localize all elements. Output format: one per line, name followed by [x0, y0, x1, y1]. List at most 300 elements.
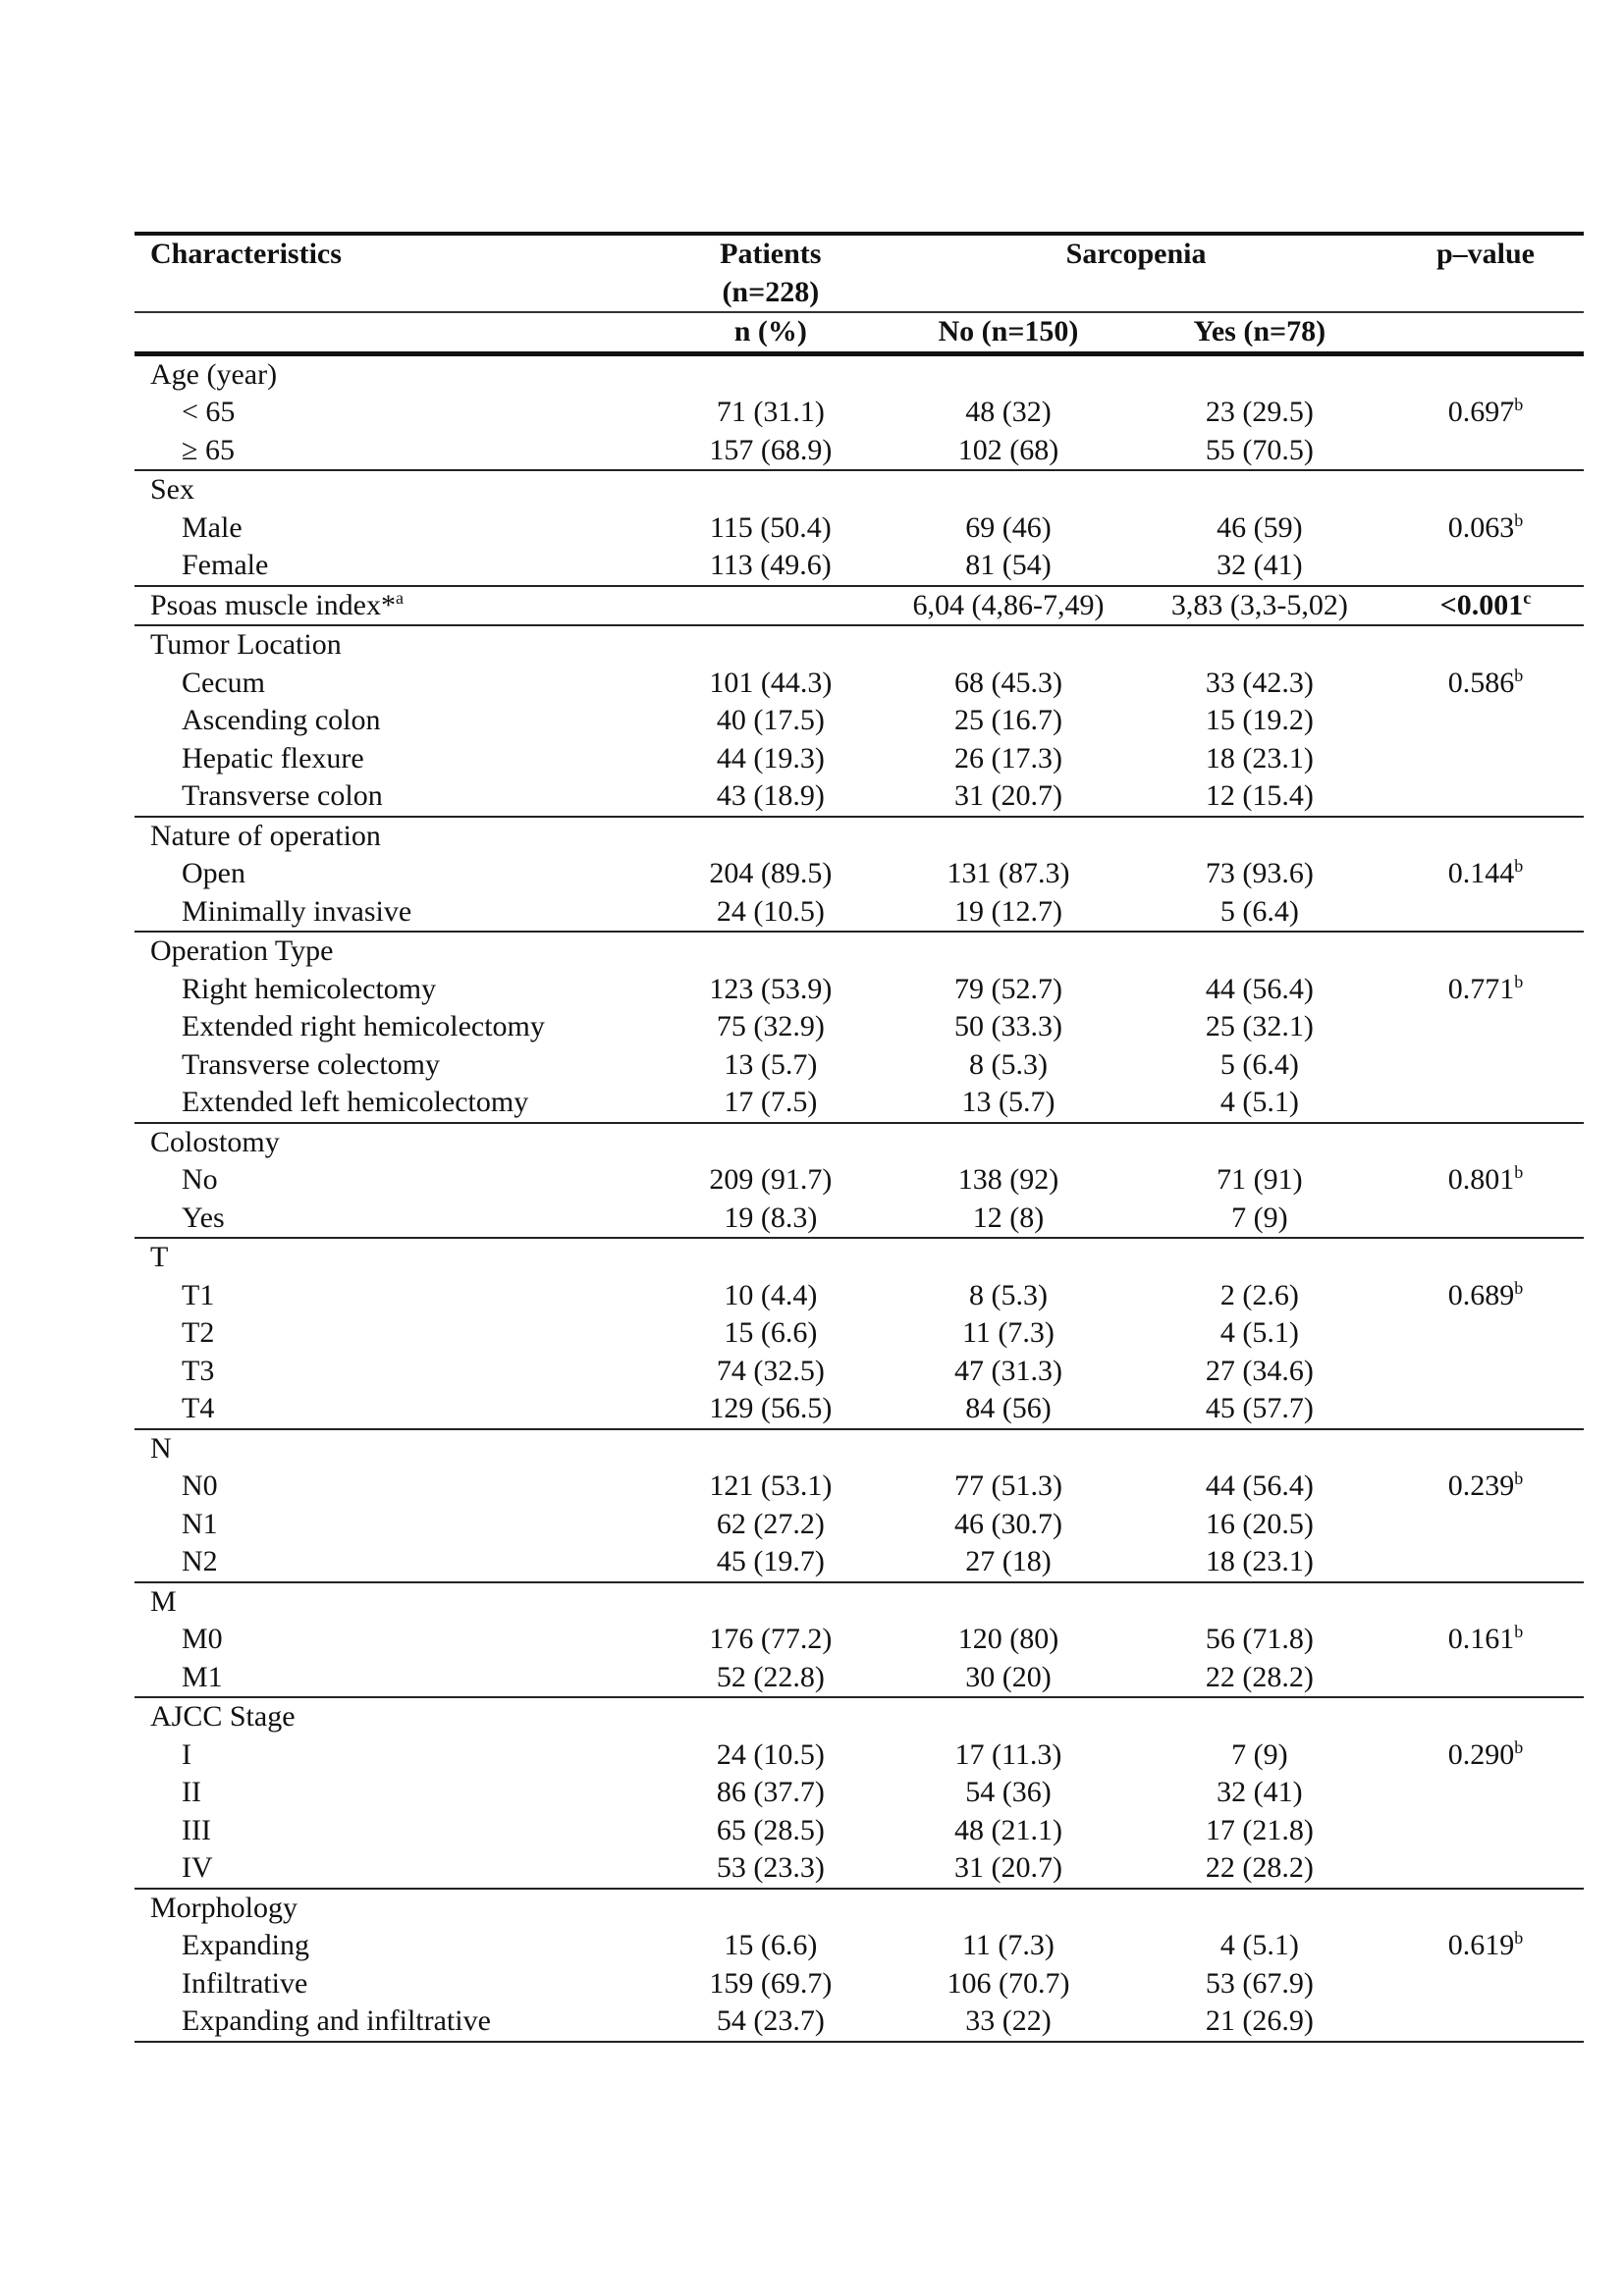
no-sarcopenia-cell: 68 (45.3) [953, 666, 1062, 699]
section-row [135, 1123, 1584, 1162]
table-row [135, 1927, 1584, 1965]
row-label: Yes [182, 1201, 225, 1234]
patients-cell: 129 (56.5) [709, 1392, 833, 1424]
p-value: 0.771 [1447, 972, 1515, 1005]
section-label-text: N [150, 1431, 172, 1465]
empty-cell [1132, 1889, 1387, 1928]
header-patients [656, 234, 885, 312]
row-label: T3 [182, 1354, 215, 1387]
yes-sarcopenia-cell: 22 (28.2) [1205, 1851, 1314, 1884]
patients-cell: 123 (53.9) [709, 972, 833, 1005]
patients-cell: 121 (53.1) [709, 1469, 833, 1502]
p-value: 0.063 [1447, 510, 1515, 544]
patients-cell: 19 (8.3) [724, 1201, 818, 1234]
empty-cell [1387, 1582, 1584, 1622]
yes-sarcopenia-cell: 5 (6.4) [1219, 1047, 1299, 1081]
yes-sarcopenia-cell: 44 (56.4) [1205, 1469, 1314, 1502]
table-row [135, 740, 1584, 778]
patients-cell: 45 (19.7) [716, 1545, 825, 1577]
yes-sarcopenia-cell: 33 (42.3) [1205, 666, 1314, 699]
empty-cell [885, 817, 1132, 856]
empty-cell [1387, 470, 1584, 509]
no-sarcopenia-cell: 25 (16.7) [953, 704, 1062, 736]
row-label: Infiltrative [182, 1966, 308, 2000]
yes-sarcopenia-cell: 4 (5.1) [1219, 1929, 1299, 1961]
patients-cell: 43 (18.9) [716, 779, 825, 812]
empty-cell [656, 1889, 885, 1928]
section-label-text: Nature of operation [150, 819, 381, 852]
p-value-cell [1387, 432, 1584, 471]
label-footnote: a [395, 587, 404, 608]
characteristics-table [135, 232, 1584, 2043]
section-label [135, 586, 656, 626]
yes-sarcopenia-cell: 73 (93.6) [1205, 857, 1314, 889]
row-label: II [182, 1776, 201, 1808]
patients-cell: 53 (23.3) [716, 1851, 825, 1884]
table-row [135, 1200, 1584, 1239]
table-row [135, 971, 1584, 1009]
row-label: ≥ 65 [182, 433, 235, 466]
table-row [135, 1314, 1584, 1353]
table-row [135, 1621, 1584, 1659]
no-sarcopenia-cell: 11 (7.3) [962, 1316, 1055, 1349]
section-row [135, 470, 1584, 509]
section-label-text: Age (year) [150, 357, 278, 391]
section-label-text: Sex [150, 473, 194, 506]
row-label: Expanding and infiltrative [135, 2002, 656, 2042]
table-row [135, 1468, 1584, 1506]
no-sarcopenia-cell: 6,04 (4,86-7,49) [885, 586, 1132, 626]
empty-cell [1387, 932, 1584, 971]
empty-cell [885, 1582, 1132, 1622]
patients-cell: 15 (6.6) [724, 1929, 818, 1961]
section-label [135, 817, 656, 856]
row-label: Ascending colon [182, 704, 381, 736]
table-row [135, 1506, 1584, 1544]
empty-cell [656, 1429, 885, 1468]
table-row [135, 1736, 1584, 1775]
empty-cell [1132, 817, 1387, 856]
no-sarcopenia-cell: 8 (5.3) [968, 1047, 1048, 1081]
p-value-cell [1387, 1084, 1584, 1123]
patients-cell: 159 (69.7) [709, 1966, 833, 2000]
patients-cell: 44 (19.3) [716, 741, 825, 774]
empty-cell [885, 1697, 1132, 1736]
empty-cell [1132, 1429, 1387, 1468]
no-sarcopenia-cell: 84 (56) [965, 1392, 1052, 1424]
row-label: T1 [182, 1278, 215, 1311]
patients-cell: 40 (17.5) [716, 704, 825, 736]
p-value-cell [1387, 740, 1584, 778]
empty-cell [656, 1238, 885, 1277]
empty-cell [1132, 1123, 1387, 1162]
no-sarcopenia-cell: 54 (36) [965, 1776, 1052, 1808]
yes-sarcopenia-cell: 16 (20.5) [1205, 1507, 1314, 1540]
patients-cell: 13 (5.7) [724, 1047, 818, 1081]
no-sarcopenia-cell: 81 (54) [965, 549, 1052, 581]
p-value-cell [1387, 547, 1584, 586]
no-sarcopenia-cell: 26 (17.3) [953, 741, 1062, 774]
patients-cell: 115 (50.4) [709, 510, 832, 544]
table-row [135, 893, 1584, 933]
p-value-cell [1387, 1812, 1584, 1850]
header-no: No (n=150) [885, 312, 1132, 353]
section-label-text: Colostomy [150, 1125, 280, 1158]
row-label: I [182, 1737, 191, 1771]
p-value-footnote: b [1514, 1928, 1524, 1948]
header-yes: Yes (n=78) [1132, 312, 1387, 353]
empty-cell [1132, 1238, 1387, 1277]
row-label: N1 [182, 1507, 218, 1540]
patients-cell: 176 (77.2) [709, 1623, 833, 1655]
table-row [135, 509, 1584, 548]
p-value-cell [1387, 1390, 1584, 1429]
table-row [135, 432, 1584, 471]
empty-cell [1387, 1238, 1584, 1277]
empty-cell [885, 1429, 1132, 1468]
header-blank-p [1387, 312, 1584, 353]
section-row [135, 932, 1584, 971]
p-value-cell [1387, 665, 1584, 703]
p-value-cell [1387, 1468, 1584, 1506]
yes-sarcopenia-cell: 17 (21.8) [1205, 1813, 1314, 1846]
yes-sarcopenia-cell: 3,83 (3,3-5,02) [1132, 586, 1387, 626]
section-label-text: AJCC Stage [150, 1700, 296, 1733]
table-body [135, 353, 1584, 2042]
no-sarcopenia-cell: 11 (7.3) [962, 1929, 1055, 1961]
no-sarcopenia-cell: 31 (20.7) [953, 1851, 1062, 1884]
table-row [135, 1084, 1584, 1123]
p-value-footnote: b [1514, 1736, 1524, 1757]
p-value-cell [1387, 509, 1584, 548]
row-label: M0 [182, 1623, 223, 1655]
section-label [135, 1238, 656, 1277]
row-label: Hepatic flexure [182, 741, 364, 774]
patients-cell: 209 (91.7) [709, 1163, 833, 1196]
section-row [135, 1697, 1584, 1736]
patients-cell: 24 (10.5) [716, 1737, 825, 1771]
patients-cell: 157 (68.9) [709, 433, 833, 466]
row-label: < 65 [182, 396, 236, 428]
section-row [135, 1582, 1584, 1622]
p-value-cell [1387, 1927, 1584, 1965]
p-value-cell [1387, 1659, 1584, 1698]
empty-cell [1387, 817, 1584, 856]
section-label [135, 1429, 656, 1468]
yes-sarcopenia-cell: 71 (91) [1217, 1163, 1303, 1196]
no-sarcopenia-cell: 8 (5.3) [968, 1278, 1048, 1311]
no-sarcopenia-cell: 138 (92) [957, 1163, 1059, 1196]
section-label [135, 470, 656, 509]
section-label-text: Operation Type [150, 934, 334, 967]
table-row [135, 1008, 1584, 1046]
p-value-footnote: b [1514, 1468, 1524, 1488]
p-value-cell [1387, 1965, 1584, 2003]
table-row [135, 547, 1584, 586]
p-value-cell [1387, 1621, 1584, 1659]
no-sarcopenia-cell: 27 (18) [965, 1545, 1052, 1577]
p-value-footnote: b [1514, 856, 1524, 876]
empty-cell [656, 625, 885, 665]
patients-cell: 74 (32.5) [716, 1354, 825, 1387]
section-label [135, 1697, 656, 1736]
p-value: 0.290 [1447, 1737, 1515, 1771]
table-row [135, 1774, 1584, 1812]
empty-cell [1387, 625, 1584, 665]
table-row [135, 1390, 1584, 1429]
patients-cell: 65 (28.5) [716, 1813, 825, 1846]
p-value-cell [1387, 1543, 1584, 1582]
patients-cell: 113 (49.6) [709, 549, 832, 581]
empty-cell [656, 932, 885, 971]
empty-cell [656, 1697, 885, 1736]
patients-cell: 10 (4.4) [724, 1278, 818, 1311]
empty-cell [1132, 625, 1387, 665]
yes-sarcopenia-cell: 32 (41) [1217, 1776, 1303, 1808]
p-value-cell [1387, 777, 1584, 817]
patients-cell: 71 (31.1) [716, 396, 825, 428]
patients-cell: 62 (27.2) [716, 1507, 825, 1540]
no-sarcopenia-cell: 106 (70.7) [947, 1966, 1070, 2000]
section-row [135, 353, 1584, 394]
p-value-cell [1387, 586, 1584, 626]
yes-sarcopenia-cell: 5 (6.4) [1219, 894, 1299, 928]
p-value-cell [1387, 1506, 1584, 1544]
yes-sarcopenia-cell: 4 (5.1) [1219, 1086, 1299, 1118]
row-label: Expanding [182, 1929, 309, 1961]
empty-cell [1132, 932, 1387, 971]
row-label: T2 [182, 1316, 215, 1349]
table-row [135, 1812, 1584, 1850]
row-label: N2 [182, 1545, 218, 1577]
row-label: Cecum [182, 666, 265, 699]
patients-cell: 54 (23.7) [656, 2002, 885, 2042]
row-label: Open [182, 857, 245, 889]
no-sarcopenia-cell: 12 (8) [972, 1201, 1045, 1234]
table-row [135, 1277, 1584, 1315]
p-value: 0.689 [1447, 1278, 1515, 1311]
p-value-cell [1387, 1774, 1584, 1812]
header-patients-n: (n=228) [722, 275, 820, 308]
yes-sarcopenia-cell: 55 (70.5) [1205, 433, 1314, 466]
yes-sarcopenia-cell: 53 (67.9) [1205, 1966, 1314, 2000]
table-row [135, 855, 1584, 893]
row-label: T4 [182, 1392, 215, 1424]
no-sarcopenia-cell: 33 (22) [885, 2002, 1132, 2042]
p-value-cell [1387, 1046, 1584, 1085]
no-sarcopenia-cell: 131 (87.3) [947, 857, 1070, 889]
p-value: 0.697 [1447, 396, 1515, 428]
empty-cell [1387, 353, 1584, 394]
p-value-cell [1387, 1161, 1584, 1200]
header-pvalue: p–value [1387, 234, 1584, 312]
section-label-text: M [150, 1584, 177, 1618]
row-label: Transverse colon [182, 779, 383, 812]
section-label-text: T [150, 1241, 169, 1273]
patients-cell: 204 (89.5) [709, 857, 833, 889]
table-row [135, 1046, 1584, 1085]
patients-cell: 24 (10.5) [716, 894, 825, 928]
p-value-footnote: b [1514, 665, 1524, 685]
p-value-cell [1387, 971, 1584, 1009]
row-label: Minimally invasive [182, 894, 412, 928]
row-label: M1 [182, 1660, 223, 1693]
row-label: Male [182, 510, 243, 544]
section-label [135, 625, 656, 665]
yes-sarcopenia-cell: 2 (2.6) [1219, 1278, 1299, 1311]
p-value: 0.801 [1447, 1163, 1515, 1196]
p-value: 0.619 [1447, 1929, 1515, 1961]
patients-cell: 15 (6.6) [724, 1316, 818, 1349]
no-sarcopenia-cell: 13 (5.7) [961, 1086, 1056, 1118]
table-row [135, 777, 1584, 817]
row-label: Extended right hemicolectomy [182, 1010, 545, 1042]
empty-cell [885, 1123, 1132, 1162]
header-patients-label: Patients [720, 238, 822, 270]
empty-cell [885, 625, 1132, 665]
yes-sarcopenia-cell: 15 (19.2) [1205, 704, 1314, 736]
p-value-cell [1387, 1200, 1584, 1239]
yes-sarcopenia-cell: 25 (32.1) [1205, 1010, 1314, 1042]
yes-sarcopenia-cell: 27 (34.6) [1205, 1354, 1314, 1387]
empty-cell [885, 1238, 1132, 1277]
row-label: Extended left hemicolectomy [182, 1086, 529, 1118]
no-sarcopenia-cell: 120 (80) [957, 1623, 1059, 1655]
yes-sarcopenia-cell: 7 (9) [1231, 1201, 1288, 1234]
table-row [135, 665, 1584, 703]
patients-cell: 17 (7.5) [724, 1086, 818, 1118]
p-value: <0.001 [1439, 588, 1524, 621]
row-label: Right hemicolectomy [182, 972, 437, 1005]
section-label-text: Tumor Location [150, 628, 342, 661]
p-value-cell [1387, 893, 1584, 933]
yes-sarcopenia-cell: 46 (59) [1217, 510, 1303, 544]
empty-cell [885, 1889, 1132, 1928]
no-sarcopenia-cell: 47 (31.3) [953, 1354, 1062, 1387]
no-sarcopenia-cell: 30 (20) [965, 1660, 1052, 1693]
p-value: 0.239 [1447, 1469, 1515, 1502]
table-row [135, 1353, 1584, 1391]
no-sarcopenia-cell: 19 (12.7) [953, 894, 1062, 928]
empty-cell [885, 932, 1132, 971]
patients-cell: 52 (22.8) [716, 1660, 825, 1693]
yes-sarcopenia-cell: 22 (28.2) [1205, 1660, 1314, 1693]
p-value-cell [1387, 702, 1584, 740]
section-row [135, 817, 1584, 856]
empty-cell [656, 353, 885, 394]
empty-cell [1387, 1889, 1584, 1928]
table-row [135, 1543, 1584, 1582]
p-value-cell [1387, 394, 1584, 432]
p-value-cell [1387, 1849, 1584, 1889]
yes-sarcopenia-cell: 18 (23.1) [1205, 1545, 1314, 1577]
p-value-footnote: b [1514, 1622, 1524, 1641]
yes-sarcopenia-cell: 45 (57.7) [1205, 1392, 1314, 1424]
p-value-cell [1387, 855, 1584, 893]
empty-cell [656, 1123, 885, 1162]
p-value-cell [1387, 2002, 1584, 2042]
empty-cell [1132, 1582, 1387, 1622]
no-sarcopenia-cell: 102 (68) [957, 433, 1059, 466]
yes-sarcopenia-cell: 4 (5.1) [1219, 1316, 1299, 1349]
p-value-cell [1387, 1736, 1584, 1775]
empty-cell [1387, 1429, 1584, 1468]
yes-sarcopenia-cell: 18 (23.1) [1205, 741, 1314, 774]
table-row [135, 1965, 1584, 2003]
p-value-cell [1387, 1008, 1584, 1046]
empty-cell [656, 817, 885, 856]
row-label: No [182, 1163, 218, 1196]
section-row [135, 625, 1584, 665]
section-label [135, 353, 656, 394]
table-row [135, 1849, 1584, 1889]
yes-sarcopenia-cell: 44 (56.4) [1205, 972, 1314, 1005]
section-label [135, 1889, 656, 1928]
empty-cell [656, 470, 885, 509]
section-label-text: Psoas muscle index* [150, 588, 396, 621]
row-label: III [182, 1813, 211, 1846]
p-value-footnote: b [1514, 509, 1524, 530]
row-label: IV [182, 1851, 213, 1884]
no-sarcopenia-cell: 50 (33.3) [953, 1010, 1062, 1042]
no-sarcopenia-cell: 77 (51.3) [953, 1469, 1062, 1502]
empty-cell [1132, 1697, 1387, 1736]
patients-cell: 101 (44.3) [709, 666, 833, 699]
header-row-2 [135, 312, 1584, 353]
p-value: 0.586 [1447, 666, 1515, 699]
table-row [135, 702, 1584, 740]
empty-cell [1387, 1123, 1584, 1162]
section-row [135, 1238, 1584, 1277]
patients-cell: 75 (32.9) [716, 1010, 825, 1042]
section-label-text: Morphology [150, 1891, 298, 1924]
p-value-footnote: b [1514, 971, 1524, 991]
p-value-footnote: b [1514, 395, 1524, 414]
row-label: Female [182, 549, 269, 581]
empty-cell [885, 353, 1132, 394]
no-sarcopenia-cell: 48 (32) [965, 396, 1052, 428]
no-sarcopenia-cell: 17 (11.3) [954, 1737, 1062, 1771]
table-row [135, 1659, 1584, 1698]
header-characteristics: Characteristics [135, 234, 656, 312]
p-value-cell [1387, 1277, 1584, 1315]
section-label [135, 932, 656, 971]
empty-cell [885, 470, 1132, 509]
p-value-footnote: b [1514, 1277, 1524, 1298]
p-value-cell [1387, 1314, 1584, 1353]
empty-cell [1132, 470, 1387, 509]
header-sarcopenia: Sarcopenia [885, 234, 1387, 312]
header-n-pct: n (%) [656, 312, 885, 353]
yes-sarcopenia-cell: 32 (41) [1217, 549, 1303, 581]
yes-sarcopenia-cell: 7 (9) [1231, 1737, 1288, 1771]
header-row-1 [135, 234, 1584, 312]
table-row [135, 2002, 1584, 2042]
patients-cell: 86 (37.7) [716, 1776, 825, 1808]
section-row [135, 586, 1584, 626]
p-value-cell [1387, 1353, 1584, 1391]
section-row [135, 1429, 1584, 1468]
section-row [135, 1889, 1584, 1928]
table-row [135, 1161, 1584, 1200]
empty-cell [1387, 1697, 1584, 1736]
no-sarcopenia-cell: 48 (21.1) [953, 1813, 1062, 1846]
table-row [135, 394, 1584, 432]
empty-cell [1132, 353, 1387, 394]
patients-cell [656, 586, 885, 626]
yes-sarcopenia-cell: 23 (29.5) [1205, 396, 1314, 428]
section-label [135, 1582, 656, 1622]
